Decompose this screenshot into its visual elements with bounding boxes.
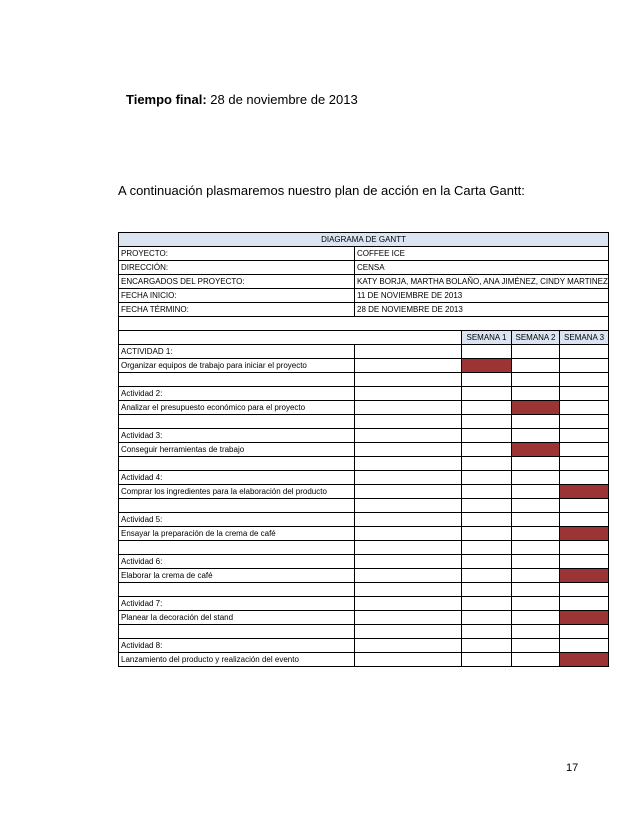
gantt-spacer-row <box>119 457 609 471</box>
empty-cell <box>355 499 462 513</box>
activity-header-row <box>119 387 609 401</box>
empty-cell <box>119 541 355 555</box>
gantt-info-row <box>119 289 609 303</box>
gantt-bar <box>512 401 560 415</box>
empty-cell <box>355 583 462 597</box>
gantt-info-row <box>119 303 609 317</box>
gantt-spacer-row <box>119 583 609 597</box>
gantt-bar <box>560 653 609 667</box>
empty-cell <box>355 457 462 471</box>
empty-cell <box>355 429 462 443</box>
empty-cell <box>560 401 609 415</box>
final-time-label: Tiempo final: <box>126 92 207 107</box>
activity-row <box>119 527 609 541</box>
empty-cell <box>355 401 462 415</box>
empty-cell <box>462 401 512 415</box>
empty-cell <box>560 359 609 373</box>
empty-cell <box>512 345 560 359</box>
gantt-info-row <box>119 261 609 275</box>
empty-cell <box>462 597 512 611</box>
empty-cell <box>355 597 462 611</box>
gantt-bar <box>560 611 609 625</box>
empty-cell <box>355 485 462 499</box>
empty-cell <box>560 429 609 443</box>
activity-row <box>119 569 609 583</box>
activity-header: Actividad 8: <box>119 639 355 653</box>
activity-name: Lanzamiento del producto y realización del evento <box>119 653 355 667</box>
activity-row <box>119 485 609 499</box>
info-label: PROYECTO: <box>119 247 355 261</box>
empty-cell <box>462 387 512 401</box>
empty-cell <box>355 513 462 527</box>
gantt-chart <box>118 232 608 678</box>
empty-cell <box>512 555 560 569</box>
empty-cell <box>512 485 560 499</box>
empty-cell <box>462 429 512 443</box>
empty-cell <box>512 387 560 401</box>
info-value: 28 DE NOVIEMBRE DE 2013 <box>355 303 609 317</box>
empty-cell <box>560 373 609 387</box>
empty-cell <box>512 457 560 471</box>
info-value: 11 DE NOVIEMBRE DE 2013 <box>355 289 609 303</box>
empty-cell <box>512 415 560 429</box>
empty-cell <box>462 415 512 429</box>
empty-cell <box>512 639 560 653</box>
empty-cell <box>512 527 560 541</box>
info-label: FECHA TÉRMINO: <box>119 303 355 317</box>
gantt-title-row <box>119 233 609 247</box>
info-label: DIRECCIÓN: <box>119 261 355 275</box>
page-number: 17 <box>566 762 579 774</box>
gantt-bar <box>560 527 609 541</box>
empty-cell <box>560 387 609 401</box>
gantt-bar <box>512 443 560 457</box>
empty-cell <box>462 569 512 583</box>
gantt-spacer-row <box>119 499 609 513</box>
empty-cell <box>355 625 462 639</box>
empty-cell <box>462 583 512 597</box>
empty-cell <box>355 653 462 667</box>
gantt-info-row <box>119 275 609 289</box>
empty-cell <box>512 471 560 485</box>
activity-header-row <box>119 471 609 485</box>
empty-cell <box>119 583 355 597</box>
final-time-value: 28 de noviembre de 2013 <box>206 92 358 107</box>
empty-cell <box>355 639 462 653</box>
activity-header: Actividad 4: <box>119 471 355 485</box>
empty-cell <box>560 513 609 527</box>
activity-header-row <box>119 345 609 359</box>
empty-cell <box>462 345 512 359</box>
empty-cell <box>560 597 609 611</box>
empty-cell <box>462 639 512 653</box>
empty-cell <box>560 583 609 597</box>
empty-cell <box>560 471 609 485</box>
empty-cell <box>355 569 462 583</box>
activity-row <box>119 443 609 457</box>
empty-cell <box>462 471 512 485</box>
activity-name: Analizar el presupuesto económico para el proyecto <box>119 401 355 415</box>
info-value: KATY BORJA, MARTHA BOLAÑO, ANA JIMÉNEZ, CINDY MARTINEZ <box>355 275 609 289</box>
activity-name: Elaborar la crema de café <box>119 569 355 583</box>
activity-header-row <box>119 513 609 527</box>
gantt-weeks-row <box>119 331 609 345</box>
info-value: CENSA <box>355 261 609 275</box>
activity-header: Actividad 6: <box>119 555 355 569</box>
activity-name: Conseguir herramientas de trabajo <box>119 443 355 457</box>
empty-cell <box>119 415 355 429</box>
week-header: SEMANA 3 <box>560 331 609 345</box>
empty-cell <box>512 569 560 583</box>
empty-cell <box>119 373 355 387</box>
activity-header: Actividad 3: <box>119 429 355 443</box>
week-header: SEMANA 1 <box>462 331 512 345</box>
empty-cell <box>462 373 512 387</box>
activity-row <box>119 401 609 415</box>
empty-cell <box>462 541 512 555</box>
empty-cell <box>512 625 560 639</box>
intro-sentence: A continuación plasmaremos nuestro plan de acción en la Carta Gantt: <box>118 183 525 198</box>
empty-cell <box>462 485 512 499</box>
activity-row <box>119 359 609 373</box>
empty-cell <box>512 597 560 611</box>
activity-header: Actividad 2: <box>119 387 355 401</box>
empty-cell <box>560 345 609 359</box>
empty-cell <box>512 513 560 527</box>
empty-cell <box>462 443 512 457</box>
empty-cell <box>462 653 512 667</box>
empty-cell <box>355 387 462 401</box>
empty-cell <box>512 541 560 555</box>
gantt-spacer-row <box>119 541 609 555</box>
gantt-bar <box>560 485 609 499</box>
empty-cell <box>560 555 609 569</box>
activity-name: Organizar equipos de trabajo para iniciar el proyecto <box>119 359 355 373</box>
gantt-bar <box>462 359 512 373</box>
activity-header: Actividad 7: <box>119 597 355 611</box>
empty-cell <box>560 499 609 513</box>
gantt-table <box>118 232 609 667</box>
gantt-spacer-row <box>119 625 609 639</box>
empty-cell <box>355 359 462 373</box>
empty-cell <box>560 443 609 457</box>
empty-cell <box>119 457 355 471</box>
activity-header-row <box>119 429 609 443</box>
activity-name: Ensayar la preparación de la crema de café <box>119 527 355 541</box>
empty-cell <box>512 373 560 387</box>
empty-cell <box>355 555 462 569</box>
empty-cell <box>560 639 609 653</box>
gantt-spacer-row <box>119 317 609 331</box>
activity-header-row <box>119 555 609 569</box>
empty-cell <box>355 471 462 485</box>
gantt-bar <box>560 569 609 583</box>
empty-cell <box>119 317 609 331</box>
empty-cell <box>355 373 462 387</box>
gantt-spacer-row <box>119 373 609 387</box>
empty-cell <box>355 527 462 541</box>
empty-cell <box>512 359 560 373</box>
empty-cell <box>512 653 560 667</box>
empty-cell <box>560 625 609 639</box>
empty-cell <box>512 429 560 443</box>
empty-cell <box>355 345 462 359</box>
empty-cell <box>355 443 462 457</box>
empty-cell <box>462 499 512 513</box>
empty-cell <box>355 611 462 625</box>
gantt-title: DIAGRAMA DE GANTT <box>119 233 609 247</box>
activity-name: Comprar los ingredientes para la elaboración del producto <box>119 485 355 499</box>
empty-cell <box>462 457 512 471</box>
activity-row <box>119 653 609 667</box>
gantt-info-row <box>119 247 609 261</box>
empty-cell <box>462 527 512 541</box>
activity-row <box>119 611 609 625</box>
empty-cell <box>462 513 512 527</box>
empty-cell <box>462 625 512 639</box>
empty-cell <box>512 611 560 625</box>
empty-cell <box>355 541 462 555</box>
empty-cell <box>512 499 560 513</box>
week-header: SEMANA 2 <box>512 331 560 345</box>
final-time-line <box>126 92 358 107</box>
info-value: COFFEE ICE <box>355 247 609 261</box>
empty-cell <box>560 541 609 555</box>
gantt-spacer-row <box>119 415 609 429</box>
activity-name: Planear la decoración del stand <box>119 611 355 625</box>
activity-header-row <box>119 639 609 653</box>
empty-cell <box>119 331 462 345</box>
empty-cell <box>560 415 609 429</box>
info-label: FECHA INICIO: <box>119 289 355 303</box>
empty-cell <box>512 583 560 597</box>
empty-cell <box>462 611 512 625</box>
empty-cell <box>119 499 355 513</box>
empty-cell <box>560 457 609 471</box>
empty-cell <box>355 415 462 429</box>
activity-header: ACTIVIDAD 1: <box>119 345 355 359</box>
activity-header: Actividad 5: <box>119 513 355 527</box>
info-label: ENCARGADOS DEL PROYECTO: <box>119 275 355 289</box>
empty-cell <box>119 625 355 639</box>
activity-header-row <box>119 597 609 611</box>
empty-cell <box>462 555 512 569</box>
